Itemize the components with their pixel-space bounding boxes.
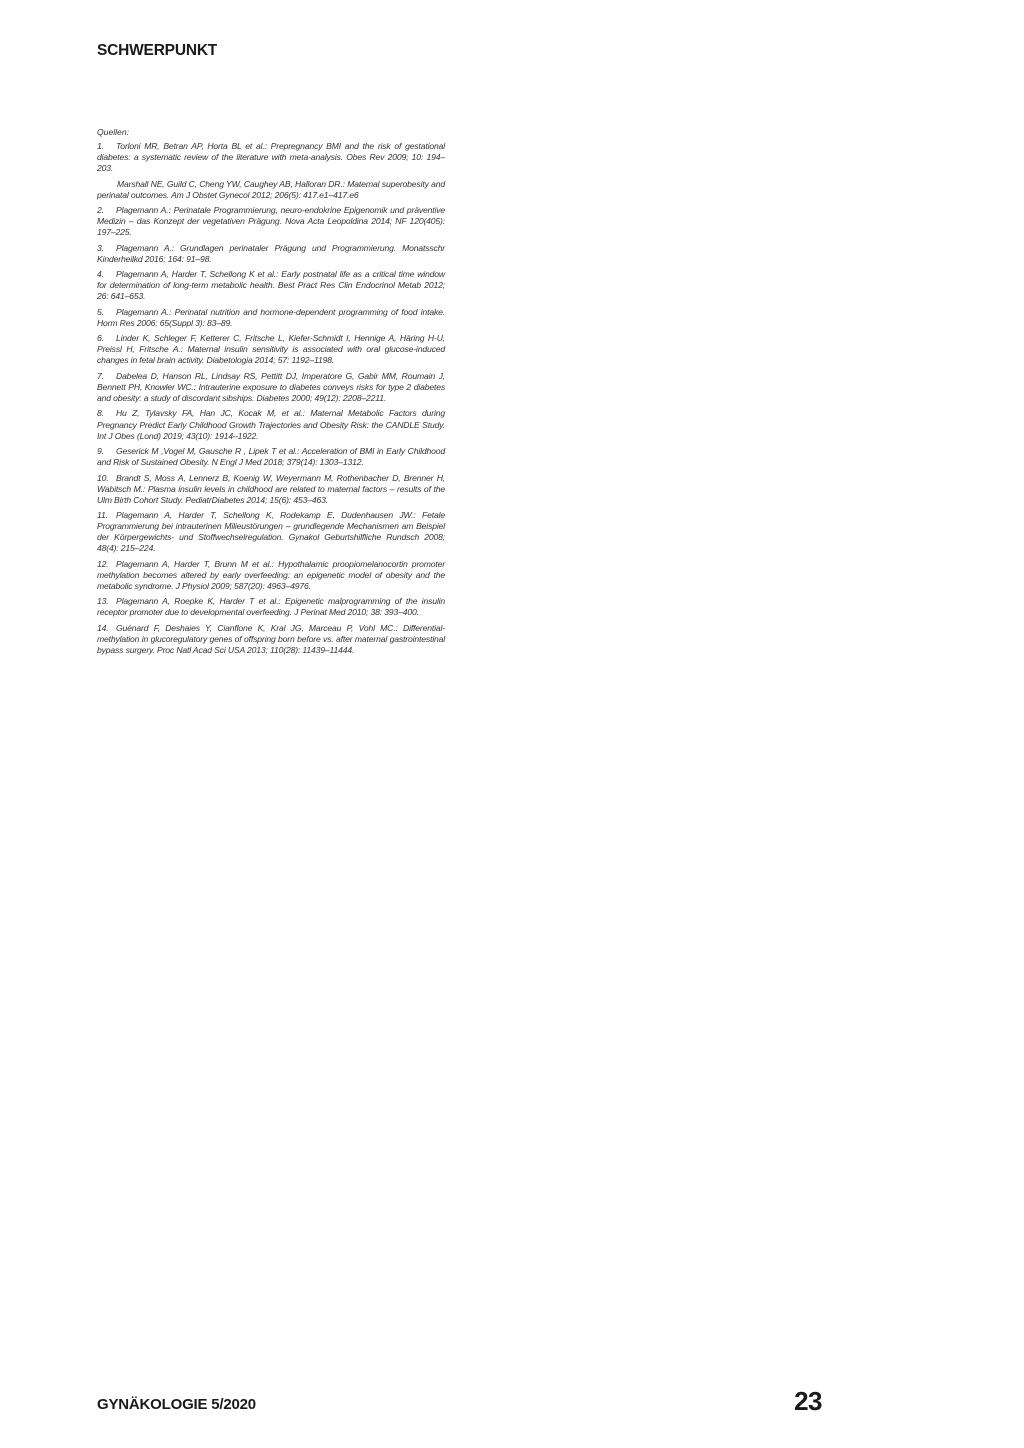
reference-text: Plagemann A, Harder T, Schellong K et al.: Early postnatal life as a critical time window for determination of long-term metabolic health. Best Pract Res Clin Endocrinol Metab 2012; 26: 641–653. xyxy=(97,269,445,302)
reference-number: 6. xyxy=(97,333,104,344)
reference-text: Marshall NE, Guild C, Cheng YW, Caughey AB, Halloran DR.: Maternal superobesity and perinatal outcomes. Am J Obstet Gynecol 2012; 206(5): 417.e1–417.e6 xyxy=(97,178,445,200)
reference-item xyxy=(97,371,445,404)
reference-text: Plagemann A, Harder T, Brunn M et al.: Hypothalamic proopiomelanocortin promoter methylation becomes altered by early overfeeding: an epigenetic model of obesity and the metabolic syndrome. J Physiol 2009; 587(20): 4963–4976. xyxy=(97,558,445,591)
reference-number: 3. xyxy=(97,242,104,253)
reference-text: Brandt S, Moss A, Lennerz B, Koenig W, Weyermann M, Rothenbacher D, Brenner H, Wabitsch M.: Plasma insulin levels in childhood are related to maternal factors – results of the Ulm Birth Cohort Study. PediatrDiabetes 2014; 15(6): 453–463. xyxy=(97,472,445,505)
reference-number: 13. xyxy=(97,596,109,607)
reference-item xyxy=(97,596,445,618)
reference-item xyxy=(97,307,445,329)
reference-text: Plagemann A.: Perinatale Programmierung, neuro-endokrine Epigenomik und präventive Medizin – das Konzept der vegetativen Prägung. Nova Acta Leopoldina 2014; NF 120(405): 197–225. xyxy=(97,205,445,238)
reference-number: 8. xyxy=(97,408,104,419)
reference-text: Linder K, Schleger F, Ketterer C, Fritsche L, Kiefer-Schmidt I, Hennige A, Häring H-U, Preissl H, Fritsche A.: Maternal insulin sensitivity is associated with oral glucose-induced changes in fetal brain activity. Diabetologia 2014; 57: 1192–1198. xyxy=(97,333,445,366)
reference-number: 12. xyxy=(97,558,109,569)
reference-text: Torloni MR, Betran AP, Horta BL et al.: Prepregnancy BMI and the risk of gestational diabetes: a systematic review of the literature with meta-analysis. Obes Rev 2009; 10: 194–203. xyxy=(97,141,445,174)
reference-item xyxy=(97,243,445,265)
reference-number: 9. xyxy=(97,446,104,457)
reference-number: 14. xyxy=(97,622,109,633)
references-heading: Quellen: xyxy=(97,127,130,137)
journal-issue: GYNÄKOLOGIE 5/2020 xyxy=(97,1396,256,1413)
reference-text: Guénard F, Deshaies Y, Cianflone K, Kral JG, Marceau P, Vohl MC.: Differential-methylation in glucoregulatory genes of offspring born before vs. after maternal gastrointestinal bypass surgery. Proc Natl Acad Sci USA 2013; 110(28): 11439–11444. xyxy=(97,622,445,655)
reference-item xyxy=(97,559,445,592)
reference-item xyxy=(97,205,445,238)
reference-item xyxy=(97,333,445,366)
reference-text: Geserick M ,Vogel M, Gausche R , Lipek T et al.: Acceleration of BMI in Early Childhood and Risk of Sustained Obesity. N Engl J Med 2018; 379(14): 1303–1312. xyxy=(97,446,445,468)
section-label: SCHWERPUNKT xyxy=(97,42,218,59)
references-list xyxy=(97,127,445,660)
reference-text: Plagemann A, Harder T, Schellong K, Rodekamp E, Dudenhausen JW.: Fetale Programmierung bei intrauterinen Milieustörungen – grundlegende Mechanismen am Beispiel der Körpergewichts- und Stoffwechselregulation. Gynakol Geburtshilfliche Rundsch 2008; 48(4): 215–224. xyxy=(97,510,445,554)
reference-text: Plagemann A.: Grundlagen perinataler Prägung und Programmierung. Monatsschr Kinderheilkd 2016; 164: 91–98. xyxy=(97,242,445,264)
reference-item xyxy=(97,446,445,468)
reference-text: Plagemann A, Roepke K, Harder T et al.: Epigenetic malprogramming of the insulin receptor promoter due to developmental overfeeding. J Perinat Med 2010; 38: 393–400. xyxy=(97,596,445,618)
page-number: 23 xyxy=(794,1386,822,1416)
reference-number: 10. xyxy=(97,472,109,483)
reference-item xyxy=(97,179,445,201)
reference-item xyxy=(97,473,445,506)
references-items xyxy=(97,141,445,656)
reference-number: 5. xyxy=(97,306,104,317)
reference-text: Plagemann A.: Perinatal nutrition and hormone-dependent programming of food intake. Horm Res 2006; 65(Suppl 3): 83–89. xyxy=(97,306,445,328)
reference-item xyxy=(97,408,445,441)
reference-number: 11. xyxy=(97,510,108,521)
reference-item xyxy=(97,269,445,302)
reference-item xyxy=(97,623,445,656)
reference-number: 1. xyxy=(97,141,104,152)
reference-number: 7. xyxy=(97,370,104,381)
reference-number: 2. xyxy=(97,205,104,216)
reference-text: Hu Z, Tylavsky FA, Han JC, Kocak M, et al.: Maternal Metabolic Factors during Pregnancy Predict Early Childhood Growth Trajectories and Obesity Risk: the CANDLE Study. Int J Obes (Lond) 2019; 43(10): 1914–1922. xyxy=(97,408,445,441)
reference-text: Dabelea D, Hanson RL, Lindsay RS, Pettitt DJ, Imperatore G, Gabir MM, Roumain J, Bennett PH, Knowler WC.: Intrauterine exposure to diabetes conveys risks for type 2 diabetes and obesity: a study of discordant sibships. Diabetes 2000; 49(12): 2208–2211. xyxy=(97,370,445,404)
reference-item xyxy=(97,510,445,554)
reference-item xyxy=(97,141,445,174)
reference-number: 4. xyxy=(97,269,104,280)
